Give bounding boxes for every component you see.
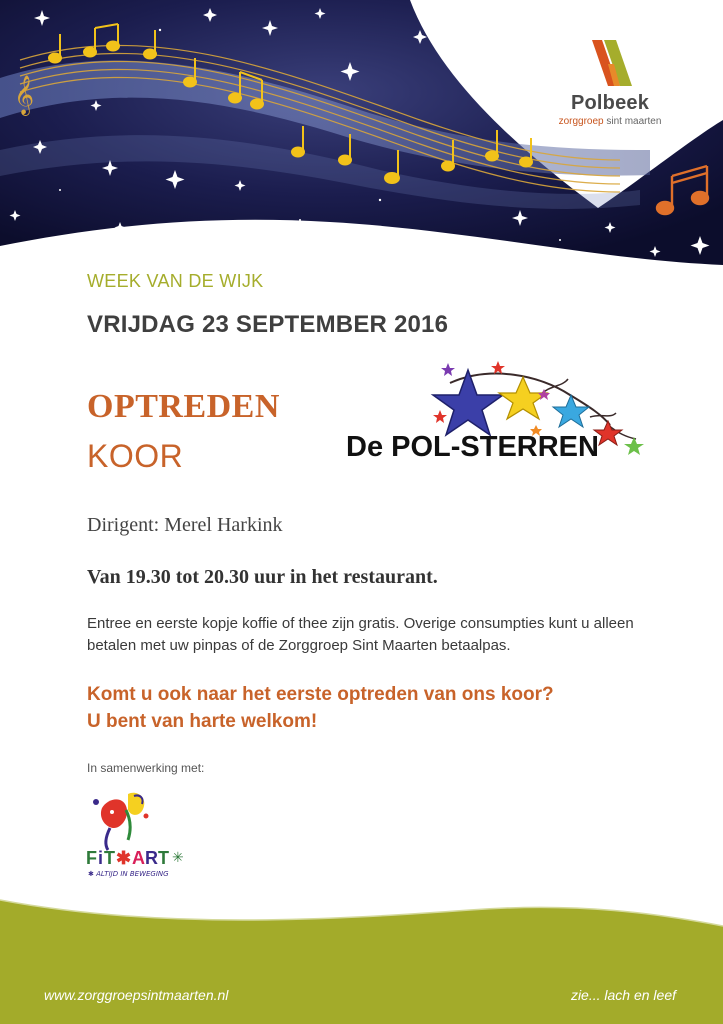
event-eyebrow: WEEK VAN DE WIJK — [87, 271, 264, 291]
invite-line-2: U bent van harte welkom! — [87, 711, 318, 732]
polbeek-logo[interactable] — [545, 38, 675, 127]
svg-text:T: T — [158, 848, 169, 868]
svg-text:✳: ✳ — [172, 849, 184, 865]
conductor-line: Dirigent: Merel Harkink — [87, 514, 283, 536]
info-paragraph: Entree en eerste kopje koffie of thee zijn gratis. Overige consumpties kunt u alleen betalen met uw pinpas of de Zorggroep Sint Maarten betaalpas. — [87, 615, 634, 654]
star-yellow — [499, 377, 547, 419]
svg-text:A: A — [132, 848, 145, 868]
svg-text:i: i — [98, 848, 104, 868]
star-small-purple — [441, 363, 455, 376]
svg-text:F: F — [86, 848, 97, 868]
footer-website-link[interactable]: www.zorggroepsintmaarten.nl — [44, 987, 229, 1003]
svg-text:R: R — [145, 848, 158, 868]
brand-sub-rest: sint maarten — [606, 116, 662, 127]
brand-subtitle — [545, 116, 675, 127]
svg-text:T: T — [104, 848, 115, 868]
choir-name: De POL-STERREN — [346, 431, 599, 463]
star-large-blue — [433, 370, 503, 435]
invite-text — [87, 681, 667, 735]
time-line: Van 19.30 tot 20.30 uur in het restaurant. — [87, 566, 438, 588]
event-subtitle: KOOR — [87, 438, 184, 474]
polbeek-mark-icon — [578, 38, 642, 88]
svg-text:✱ ALTIJD IN BEWEGING: ✱ ALTIJD IN BEWEGING — [88, 870, 169, 878]
star-small-red-1 — [491, 361, 505, 374]
svg-text:✱: ✱ — [116, 848, 132, 868]
star-small-red-2 — [433, 410, 447, 423]
partner-label: In samenwerking met: — [87, 761, 205, 775]
brand-sub-accent: zorggroep — [558, 116, 604, 127]
event-title: OPTREDEN — [87, 388, 280, 425]
invite-line-1: Komt u ook naar het eerste optreden van ons koor? — [87, 684, 554, 705]
footer-tagline: zie... lach en leef — [570, 987, 676, 1003]
brand-name: Polbeek — [570, 92, 650, 114]
star-light-blue — [553, 395, 589, 427]
event-date: VRIJDAG 23 SEPTEMBER 2016 — [87, 311, 449, 338]
star-green — [624, 437, 644, 455]
treble-clef: 𝄞 — [14, 75, 35, 115]
